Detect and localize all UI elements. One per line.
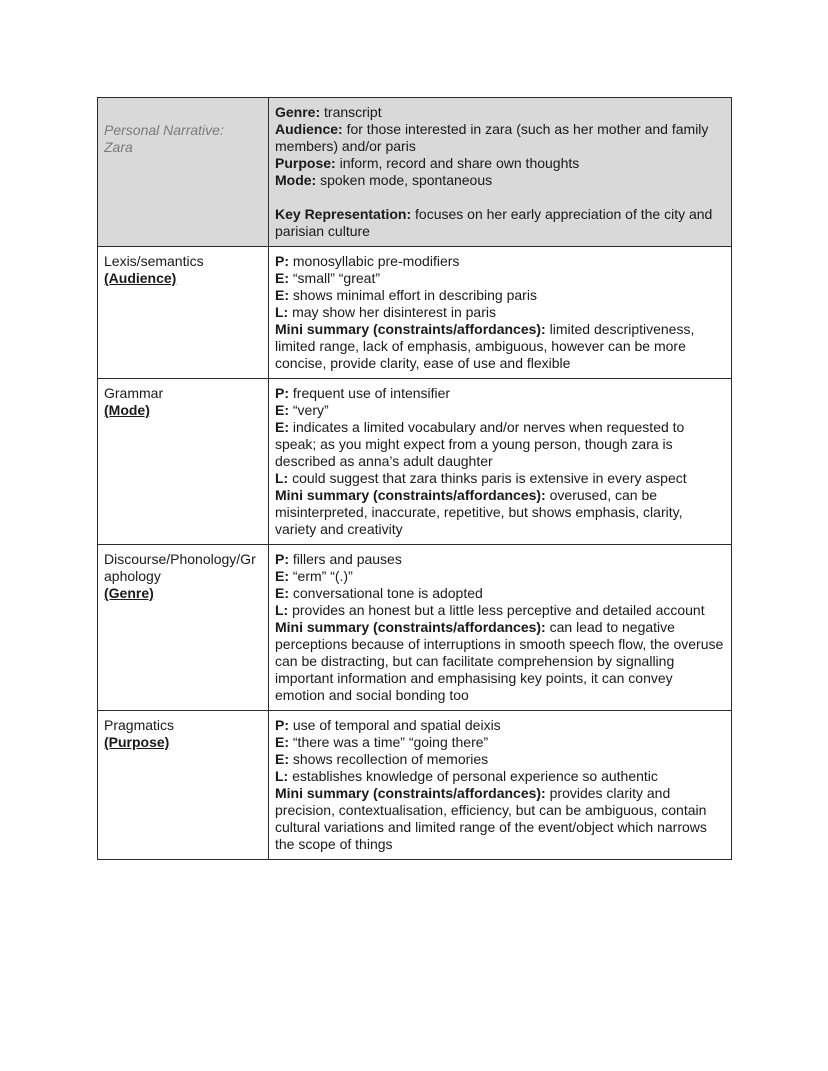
link-value: provides an honest but a little less perceptive and detailed account — [292, 602, 705, 618]
point-value: monosyllabic pre-modifiers — [292, 253, 460, 269]
analysis-table — [97, 97, 732, 860]
explanation-line — [275, 751, 725, 768]
table-row — [98, 711, 732, 860]
table-header-row — [98, 98, 732, 247]
evidence-value: “very” — [292, 402, 329, 418]
point-label: P: — [275, 253, 289, 269]
explanation-label: E: — [275, 751, 289, 767]
point-line — [275, 551, 725, 568]
link-value: may show her disinterest in paris — [292, 304, 496, 320]
category-focus: (Purpose) — [104, 734, 170, 750]
mini-summary-line — [275, 487, 725, 538]
audience-label: Audience: — [275, 121, 343, 137]
evidence-label: E: — [275, 734, 289, 750]
point-label: P: — [275, 551, 289, 567]
evidence-value: “erm” “(.)” — [292, 568, 353, 584]
category-focus: (Audience) — [104, 270, 177, 286]
point-line — [275, 253, 725, 270]
document-page — [97, 97, 732, 860]
analysis-cell — [269, 379, 732, 545]
link-value: establishes knowledge of personal experience so authentic — [292, 768, 658, 784]
evidence-value: “small” “great” — [292, 270, 381, 286]
explanation-value: shows minimal effort in describing paris — [292, 287, 537, 303]
mode-value: spoken mode, spontaneous — [320, 172, 493, 188]
key-representation-line — [275, 206, 725, 240]
evidence-line — [275, 270, 725, 287]
link-line — [275, 768, 725, 785]
explanation-value: conversational tone is adopted — [292, 585, 483, 601]
genre-value: transcript — [324, 104, 382, 120]
explanation-line — [275, 419, 725, 470]
link-label: L: — [275, 768, 289, 784]
purpose-label: Purpose: — [275, 155, 336, 171]
category-cell — [98, 379, 269, 545]
mini-summary-line — [275, 785, 725, 853]
point-line — [275, 385, 725, 402]
link-line — [275, 304, 725, 321]
narrative-title-cell — [98, 98, 269, 247]
table-row — [98, 545, 732, 711]
audience-line — [275, 121, 725, 155]
category-cell — [98, 247, 269, 379]
category-cell — [98, 545, 269, 711]
mini-summary-value: limited descriptiveness, limited range, lack of emphasis, ambiguous, however can be more concise, provide clarity, ease of use and flexible — [275, 321, 695, 371]
mini-summary-value: provides clarity and precision, contextualisation, efficiency, but can be ambiguous, contain cultural variations and limited range of the event/object which narrows the scope of things — [275, 785, 707, 852]
context-cell — [269, 98, 732, 247]
evidence-line — [275, 568, 725, 585]
explanation-line — [275, 287, 725, 304]
category-name: Lexis/semantics — [104, 253, 204, 269]
analysis-cell — [269, 711, 732, 860]
explanation-label: E: — [275, 287, 289, 303]
category-name: Discourse/Phonology/Graphology — [104, 551, 256, 584]
link-line — [275, 470, 725, 487]
category-cell — [98, 711, 269, 860]
link-value: could suggest that zara thinks paris is extensive in every aspect — [292, 470, 687, 486]
evidence-line — [275, 734, 725, 751]
purpose-value: inform, record and share own thoughts — [339, 155, 580, 171]
narrative-title-line1: Personal Narrative: — [104, 122, 224, 138]
mini-summary-label: Mini summary (constraints/affordances): — [275, 487, 546, 503]
mini-summary-value: can lead to negative perceptions because of interruptions in smooth speech flow, the overuse can be distracting, but can facilitate comprehension by signalling important information and emphasising key points, it can convey emotion and social bonding too — [275, 619, 724, 703]
evidence-label: E: — [275, 568, 289, 584]
genre-line — [275, 104, 725, 121]
audience-value: for those interested in zara (such as her mother and family members) and/or paris — [275, 121, 709, 154]
evidence-label: E: — [275, 402, 289, 418]
link-label: L: — [275, 470, 289, 486]
explanation-value: indicates a limited vocabulary and/or nerves when requested to speak; as you might expect from a young person, though zara is described as anna’s adult daughter — [275, 419, 685, 469]
mode-label: Mode: — [275, 172, 317, 188]
category-name: Pragmatics — [104, 717, 175, 733]
explanation-value: shows recollection of memories — [292, 751, 489, 767]
evidence-value: “there was a time” “going there” — [292, 734, 489, 750]
table-row — [98, 247, 732, 379]
point-value: use of temporal and spatial deixis — [292, 717, 501, 733]
mini-summary-line — [275, 321, 725, 372]
link-label: L: — [275, 304, 289, 320]
category-focus: (Mode) — [104, 402, 150, 418]
mini-summary-label: Mini summary (constraints/affordances): — [275, 785, 546, 801]
mode-line — [275, 172, 725, 189]
point-line — [275, 717, 725, 734]
mini-summary-line — [275, 619, 725, 704]
category-focus: (Genre) — [104, 585, 154, 601]
blank-line — [275, 189, 725, 206]
key-representation-value: focuses on her early appreciation of the city and parisian culture — [275, 206, 713, 239]
evidence-line — [275, 402, 725, 419]
point-value: fillers and pauses — [292, 551, 402, 567]
category-name: Grammar — [104, 385, 164, 401]
explanation-label: E: — [275, 585, 289, 601]
mini-summary-label: Mini summary (constraints/affordances): — [275, 619, 546, 635]
point-value: frequent use of intensifier — [292, 385, 451, 401]
link-label: L: — [275, 602, 289, 618]
point-label: P: — [275, 717, 289, 733]
evidence-label: E: — [275, 270, 289, 286]
narrative-title-line2: Zara — [104, 139, 133, 155]
explanation-line — [275, 585, 725, 602]
link-line — [275, 602, 725, 619]
mini-summary-label: Mini summary (constraints/affordances): — [275, 321, 546, 337]
explanation-label: E: — [275, 419, 289, 435]
purpose-line — [275, 155, 725, 172]
table-row — [98, 379, 732, 545]
analysis-cell — [269, 545, 732, 711]
point-label: P: — [275, 385, 289, 401]
mini-summary-value: overused, can be misinterpreted, inaccurate, repetitive, but shows emphasis, clarity, variety and creativity — [275, 487, 683, 537]
key-representation-label: Key Representation: — [275, 206, 412, 222]
genre-label: Genre: — [275, 104, 321, 120]
analysis-cell — [269, 247, 732, 379]
